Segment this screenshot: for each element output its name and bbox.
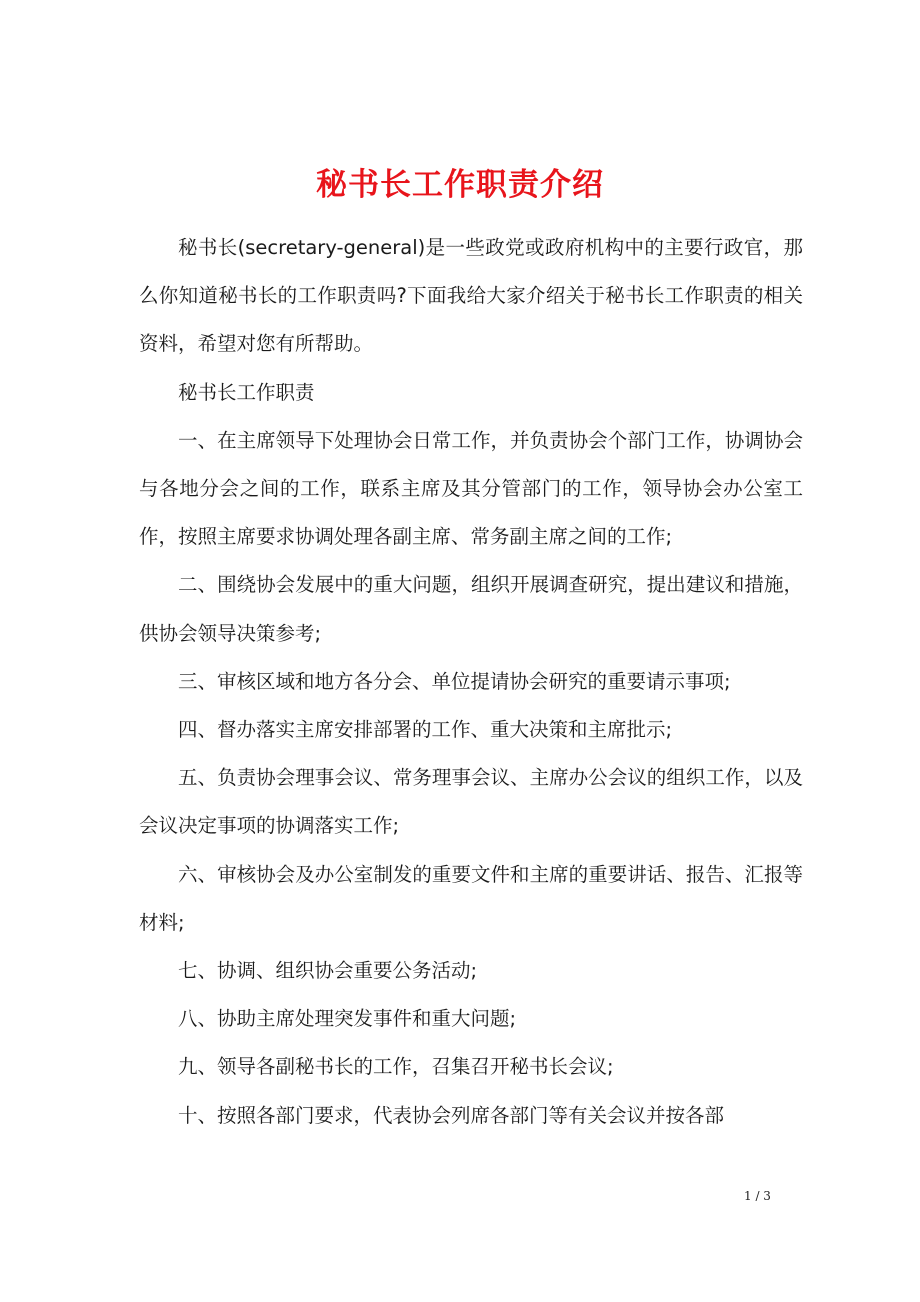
duty-item-2: 二、围绕协会发展中的重大问题，组织开展调查研究，提出建议和措施，供协会领导决策参考; bbox=[139, 573, 803, 645]
duty-item-8: 八、协助主席处理突发事件和重大问题; bbox=[178, 1007, 517, 1031]
duty-item-10: 十、按照各部门要求，代表协会列席各部门等有关会议并按各部 bbox=[178, 1103, 725, 1127]
duty-item-9: 九、领导各副秘书长的工作，召集召开秘书长会议; bbox=[178, 1055, 614, 1079]
intro-paragraph: 秘书长(secretary-general)是一些政党或政府机构中的主要行政官，那么你知道秘书长的工作职责吗?下面我给大家介绍关于秘书长工作职责的相关资料，希望对您有所帮助。 bbox=[139, 236, 803, 356]
duty-item-1: 一、在主席领导下处理协会日常工作，并负责协会个部门工作，协调协会与各地分会之间的工作，联系主席及其分管部门的工作，领导协会办公室工作，按照主席要求协调处理各副主席、常务副主席之间的工作; bbox=[139, 428, 803, 549]
page-number: 1 / 3 bbox=[744, 1189, 771, 1203]
document-body bbox=[139, 224, 803, 1140]
duty-item-4: 四、督办落实主席安排部署的工作、重大决策和主席批示; bbox=[178, 718, 673, 742]
duty-item-6: 六、审核协会及办公室制发的重要文件和主席的重要讲话、报告、汇报等材料; bbox=[139, 862, 803, 934]
section-heading: 秘书长工作职责 bbox=[178, 380, 315, 404]
document-title: 秘书长工作职责介绍 bbox=[316, 166, 604, 203]
duty-item-5: 五、负责协会理事会议、常务理事会议、主席办公会议的组织工作，以及会议决定事项的协调落实工作; bbox=[139, 766, 803, 838]
duty-item-7: 七、协调、组织协会重要公务活动; bbox=[178, 959, 478, 983]
duty-item-3: 三、审核区域和地方各分会、单位提请协会研究的重要请示事项; bbox=[178, 669, 731, 693]
